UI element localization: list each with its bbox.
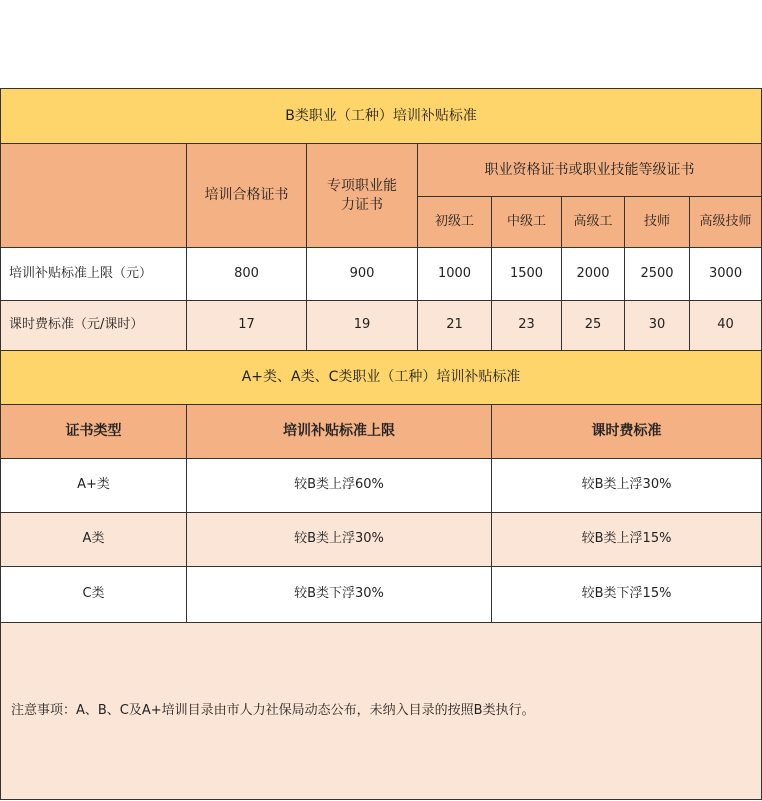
table-row bbox=[1, 513, 762, 567]
row-label-hourly-fee: 课时费标准（元/课时） bbox=[1, 301, 187, 351]
cell-value: 3000 bbox=[690, 248, 762, 301]
cell-value: 800 bbox=[187, 248, 307, 301]
section-a-title: A+类、A类、C类职业（工种）培训补贴标准 bbox=[1, 351, 762, 405]
cell-value: 21 bbox=[418, 301, 492, 351]
cell-value: 1500 bbox=[492, 248, 562, 301]
section-b-corner-cell bbox=[1, 144, 187, 248]
cell-value: 23 bbox=[492, 301, 562, 351]
row-label-subsidy-cap: 培训补贴标准上限（元） bbox=[1, 248, 187, 301]
subsidy-cell: 较B类下浮30% bbox=[187, 567, 492, 623]
subsidy-table bbox=[0, 88, 762, 800]
table-row bbox=[1, 567, 762, 623]
cell-value: 25 bbox=[562, 301, 625, 351]
table-row bbox=[1, 248, 762, 301]
note-text: 注意事项：A、B、C及A+培训目录由市人力社保局动态公布，未纳入目录的按照B类执行。 bbox=[1, 623, 762, 800]
cell-value: 2000 bbox=[562, 248, 625, 301]
section-b-title: B类职业（工种）培训补贴标准 bbox=[1, 89, 762, 144]
cell-value: 900 bbox=[307, 248, 418, 301]
fee-cell: 较B类下浮15% bbox=[492, 567, 762, 623]
subsidy-cell: 较B类上浮30% bbox=[187, 513, 492, 567]
header-cert-vocational: 职业资格证书或职业技能等级证书 bbox=[418, 144, 762, 197]
header-level-senior-technician: 高级技师 bbox=[690, 197, 762, 248]
fee-cell: 较B类上浮30% bbox=[492, 459, 762, 513]
cell-value: 19 bbox=[307, 301, 418, 351]
header-cert-type: 证书类型 bbox=[1, 405, 187, 459]
header-level-junior: 初级工 bbox=[418, 197, 492, 248]
table-row bbox=[1, 301, 762, 351]
cell-value: 1000 bbox=[418, 248, 492, 301]
cell-value: 30 bbox=[625, 301, 690, 351]
cell-value: 40 bbox=[690, 301, 762, 351]
header-cert-special: 专项职业能力证书 bbox=[307, 144, 418, 248]
header-subsidy-cap: 培训补贴标准上限 bbox=[187, 405, 492, 459]
header-level-intermediate: 中级工 bbox=[492, 197, 562, 248]
cert-type-cell: A类 bbox=[1, 513, 187, 567]
cert-type-cell: A+类 bbox=[1, 459, 187, 513]
table-row bbox=[1, 459, 762, 513]
subsidy-standards bbox=[0, 88, 761, 800]
fee-cell: 较B类上浮15% bbox=[492, 513, 762, 567]
header-cert-training: 培训合格证书 bbox=[187, 144, 307, 248]
header-level-technician: 技师 bbox=[625, 197, 690, 248]
cert-type-cell: C类 bbox=[1, 567, 187, 623]
header-hourly-fee: 课时费标准 bbox=[492, 405, 762, 459]
subsidy-cell: 较B类上浮60% bbox=[187, 459, 492, 513]
cell-value: 2500 bbox=[625, 248, 690, 301]
cell-value: 17 bbox=[187, 301, 307, 351]
header-level-senior: 高级工 bbox=[562, 197, 625, 248]
